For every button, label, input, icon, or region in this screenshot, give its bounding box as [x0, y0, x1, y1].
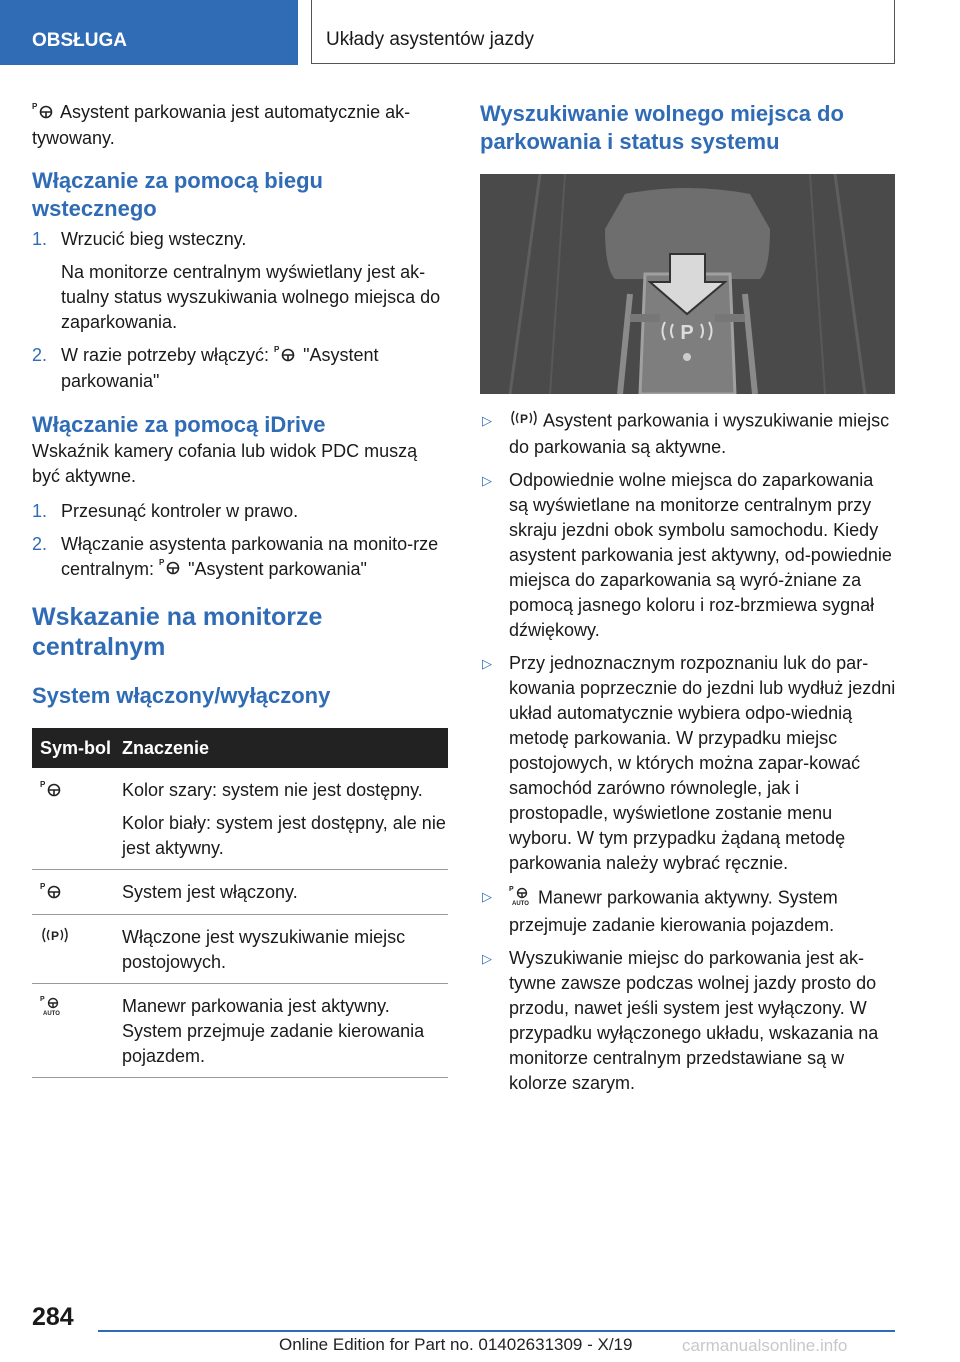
- svg-text:P: P: [509, 886, 514, 893]
- svg-text:P: P: [680, 322, 694, 344]
- table-row: P System jest włączony.: [32, 870, 448, 915]
- park-auto-icon: [509, 884, 533, 913]
- intro-paragraph: P Asystent parkowania jest automatycznie ak-tywowany.: [32, 101, 411, 148]
- symbol-table: [32, 728, 448, 1078]
- header-chapter: [311, 0, 895, 64]
- list-item: ▷ Przy jednoznacznym rozpoznaniu luk do par-kowania poprzecznie do jezdni lub wydłuż jezdni układ automatycznie wybiera odpo-wiednią metodę parkowania. W przypadku miejsc postojowych, w których można zapar-kować samochód zarówno równolegle, jak i prostopadle, wyświetlone zostanie menu wyboru. W tym przypadku żądaną metodę parkowania należy wybrać ręcznie.: [482, 653, 896, 873]
- list-item: 2. Włączanie asystenta parkowania na monito-rze centralnym: P "Asystent parkowania": [32, 532, 448, 583]
- heading-idrive: Włączanie za pomocą iDrive: [32, 411, 326, 437]
- svg-text:P: P: [32, 101, 38, 111]
- svg-text:P: P: [40, 780, 46, 789]
- watermark: carmanualsonline.info: [682, 1336, 848, 1355]
- park-assist-grey-icon: [40, 779, 64, 804]
- parking-display-illustration: [480, 174, 895, 394]
- svg-text:P: P: [159, 558, 165, 568]
- list-item: ▷ P Asystent parkowania i wyszukiwanie miejsc do parkowania są aktywne.: [480, 408, 896, 460]
- left-column: [32, 100, 448, 1078]
- svg-text:AUTO: AUTO: [512, 901, 529, 906]
- edition-note: Online Edition for Part no. 01402631309 - X/19: [279, 1335, 633, 1354]
- heading-parking-search: Wyszukiwanie wolnego miejsca do parkowania i status systemu: [480, 101, 844, 154]
- svg-text:P: P: [274, 344, 280, 354]
- table-row: P Włączone jest wyszukiwanie miejsc postojowych.: [32, 915, 448, 984]
- heading-reverse-gear: Włączanie za pomocą biegu wstecznego: [32, 167, 323, 221]
- table-header: Sym-bol Znaczenie: [32, 728, 448, 768]
- svg-text:AUTO: AUTO: [43, 1011, 60, 1016]
- heading-monitor: Wskazanie na monitorze centralnym: [32, 603, 323, 662]
- heading-status: System włączony/wyłączony: [32, 683, 331, 709]
- svg-text:P: P: [51, 929, 60, 943]
- list-item: 1. Przesunąć kontroler w prawo.: [32, 500, 299, 521]
- right-column: [480, 100, 896, 1096]
- footer-divider: [98, 1330, 895, 1332]
- svg-text:P: P: [520, 412, 529, 426]
- list-item: ▷ P AUTO Manewr parkowania aktywny. System przejmuje zadanie kierowania pojazdem.: [482, 886, 838, 935]
- park-assist-icon: [159, 557, 183, 582]
- park-assist-on-icon: [40, 881, 64, 906]
- svg-text:P: P: [40, 882, 46, 891]
- list-item: ▷ Odpowiednie wolne miejsca do zaparkowania są wyświetlane na monitorze centralnym przy skraju jezdni obok symbolu samochodu. Kiedy asystent parkowania jest aktywny, od-powiednie miejsca do zaparkowania są wyró-żniane za pomocą jasnego koloru i roz-brzmiewa sygnał dźwiękowy.: [482, 470, 892, 640]
- parking-search-icon: [40, 925, 70, 952]
- park-assist-icon: [32, 101, 56, 126]
- header-section: [0, 0, 298, 65]
- chapter-title: Układy asystentów jazdy: [326, 29, 535, 50]
- parking-search-icon: [509, 408, 539, 435]
- page-number: 284: [32, 1303, 74, 1331]
- list-item: ▷ Wyszukiwanie miejsc do parkowania jest ak-tywne zawsze podczas wolnej jazdy prosto do przodu, nawet jeśli system jest wyłączony. W przypadku wyłączonego układu, wskazania na monitorze centralnym przedstawiane są w kolorze szarym.: [482, 948, 879, 1093]
- park-auto-icon: [40, 994, 64, 1023]
- section-title: OBSŁUGA: [32, 30, 127, 51]
- table-row: P Kolor szary: system nie jest dostępny. Kolor biały: system jest dostępny, ale nie jest aktywny.: [32, 768, 448, 870]
- table-row: P AUTO Manewr parkowania jest aktywny. System przejmuje zadanie kierowania pojazdem.: [32, 984, 448, 1078]
- list-item: 2. W razie potrzeby włączyć: P "Asystent parkowania": [32, 344, 379, 391]
- idrive-intro: Wskaźnik kamery cofania lub widok PDC muszą być aktywne.: [32, 440, 418, 486]
- list-item: 1. Wrzucić bieg wsteczny. Na monitorze centralnym wyświetlany jest ak-tualny status wyszukiwania wolnego miejsca do zaparkowania.: [32, 228, 441, 332]
- park-assist-icon: [274, 344, 298, 369]
- svg-text:P: P: [40, 996, 45, 1003]
